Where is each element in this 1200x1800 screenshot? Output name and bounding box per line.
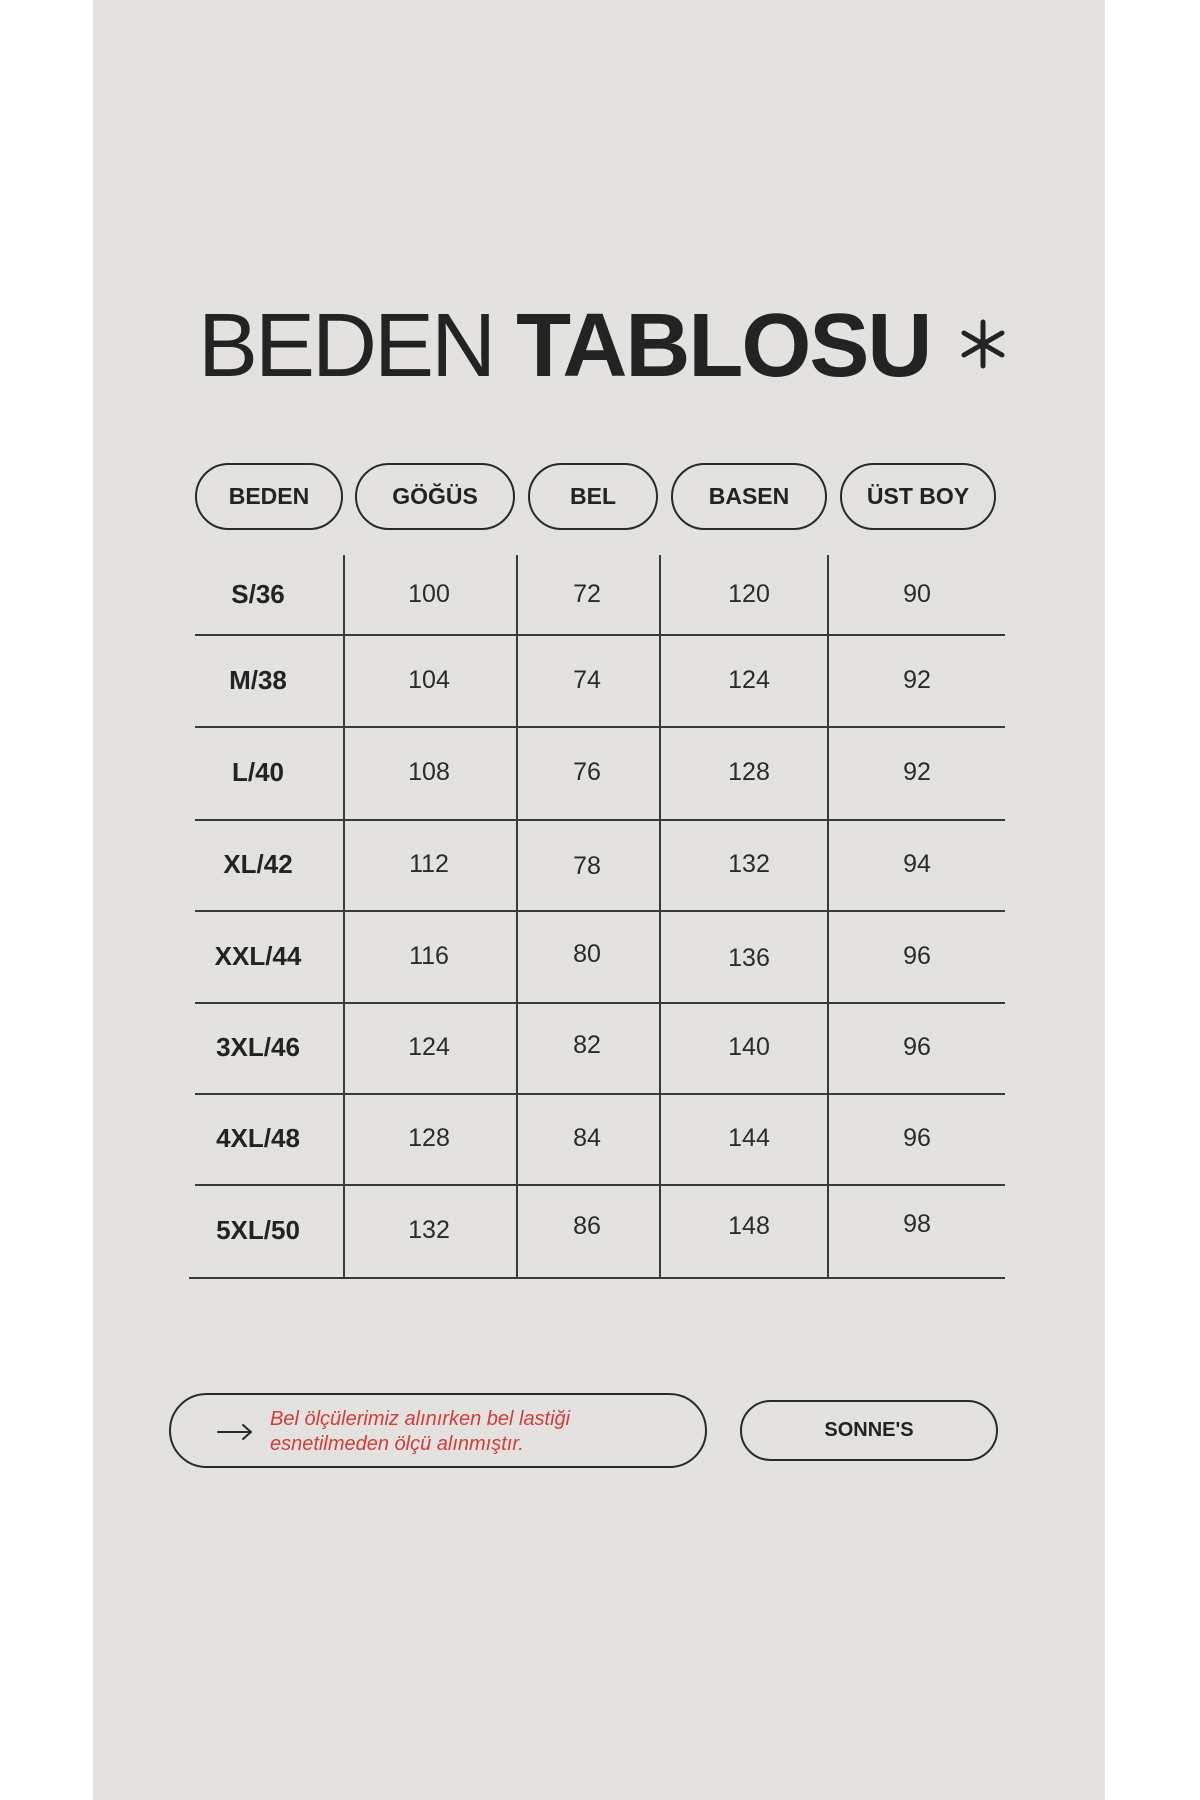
column-header-beden: BEDEN (195, 463, 343, 530)
measurement-value: 116 (409, 941, 449, 970)
size-label: M/38 (229, 664, 287, 695)
measurement-value: 112 (409, 850, 449, 878)
measurement-value: 72 (573, 580, 601, 608)
table-row-divider (189, 1277, 1005, 1279)
size-label: L/40 (231, 757, 285, 787)
measurement-value: 98 (903, 1210, 931, 1238)
note-line-1: Bel ölçülerimiz alınırken bel lastiği (270, 1408, 571, 1430)
measurement-value: 136 (728, 943, 770, 972)
column-header-bel: BEL (528, 463, 658, 530)
measurement-value: 100 (408, 580, 450, 608)
asterisk-icon (957, 318, 1009, 370)
note-text (270, 1407, 690, 1457)
measurement-value: 76 (573, 758, 601, 786)
measurement-value: 144 (728, 1124, 770, 1152)
waist-measurement-note (169, 1393, 707, 1468)
measurement-value: 80 (573, 939, 601, 968)
size-label: XXL/44 (214, 940, 302, 971)
measurement-value: 82 (573, 1031, 601, 1059)
size-label: XL/42 (223, 849, 293, 879)
measurement-value: 120 (728, 580, 770, 608)
measurement-value: 108 (408, 758, 450, 786)
measurement-value: 92 (903, 665, 931, 694)
measurement-value: 90 (903, 580, 931, 608)
measurement-value: 148 (728, 1212, 770, 1240)
column-header-ust-boy: ÜST BOY (840, 463, 996, 530)
measurement-value: 104 (408, 665, 450, 694)
note-line-2: esnetilmeden ölçü alınmıştır. (270, 1433, 524, 1455)
measurement-value: 74 (573, 665, 601, 694)
column-header-basen: BASEN (671, 463, 827, 530)
measurement-value: 78 (573, 852, 601, 880)
measurement-value: 132 (408, 1216, 450, 1244)
title-bold: TABLOSU (516, 296, 931, 396)
measurement-value: 94 (903, 850, 931, 878)
measurement-value: 140 (728, 1033, 770, 1061)
measurement-value: 128 (728, 758, 770, 786)
measurement-value: 96 (903, 1124, 931, 1152)
measurement-value: 96 (903, 941, 931, 970)
measurement-value: 124 (728, 665, 770, 694)
size-label: S/36 (231, 579, 285, 609)
measurement-value: 128 (408, 1124, 450, 1152)
measurement-value: 96 (903, 1033, 931, 1061)
measurement-value: 86 (573, 1212, 601, 1240)
table-column-divider (659, 555, 661, 1277)
size-label: 4XL/48 (216, 1123, 300, 1153)
brand-badge: SONNE'S (740, 1400, 998, 1461)
page-title (198, 296, 930, 396)
measurement-value: 84 (573, 1124, 601, 1152)
size-label: 3XL/46 (216, 1032, 300, 1062)
measurement-value: 124 (408, 1033, 450, 1061)
arrow-right-icon (217, 1417, 253, 1447)
title-light: BEDEN (198, 296, 494, 396)
measurement-value: 132 (728, 850, 770, 878)
column-header-gogus: GÖĞÜS (355, 463, 515, 530)
size-label: 5XL/50 (216, 1215, 300, 1245)
measurement-value: 92 (903, 758, 931, 786)
